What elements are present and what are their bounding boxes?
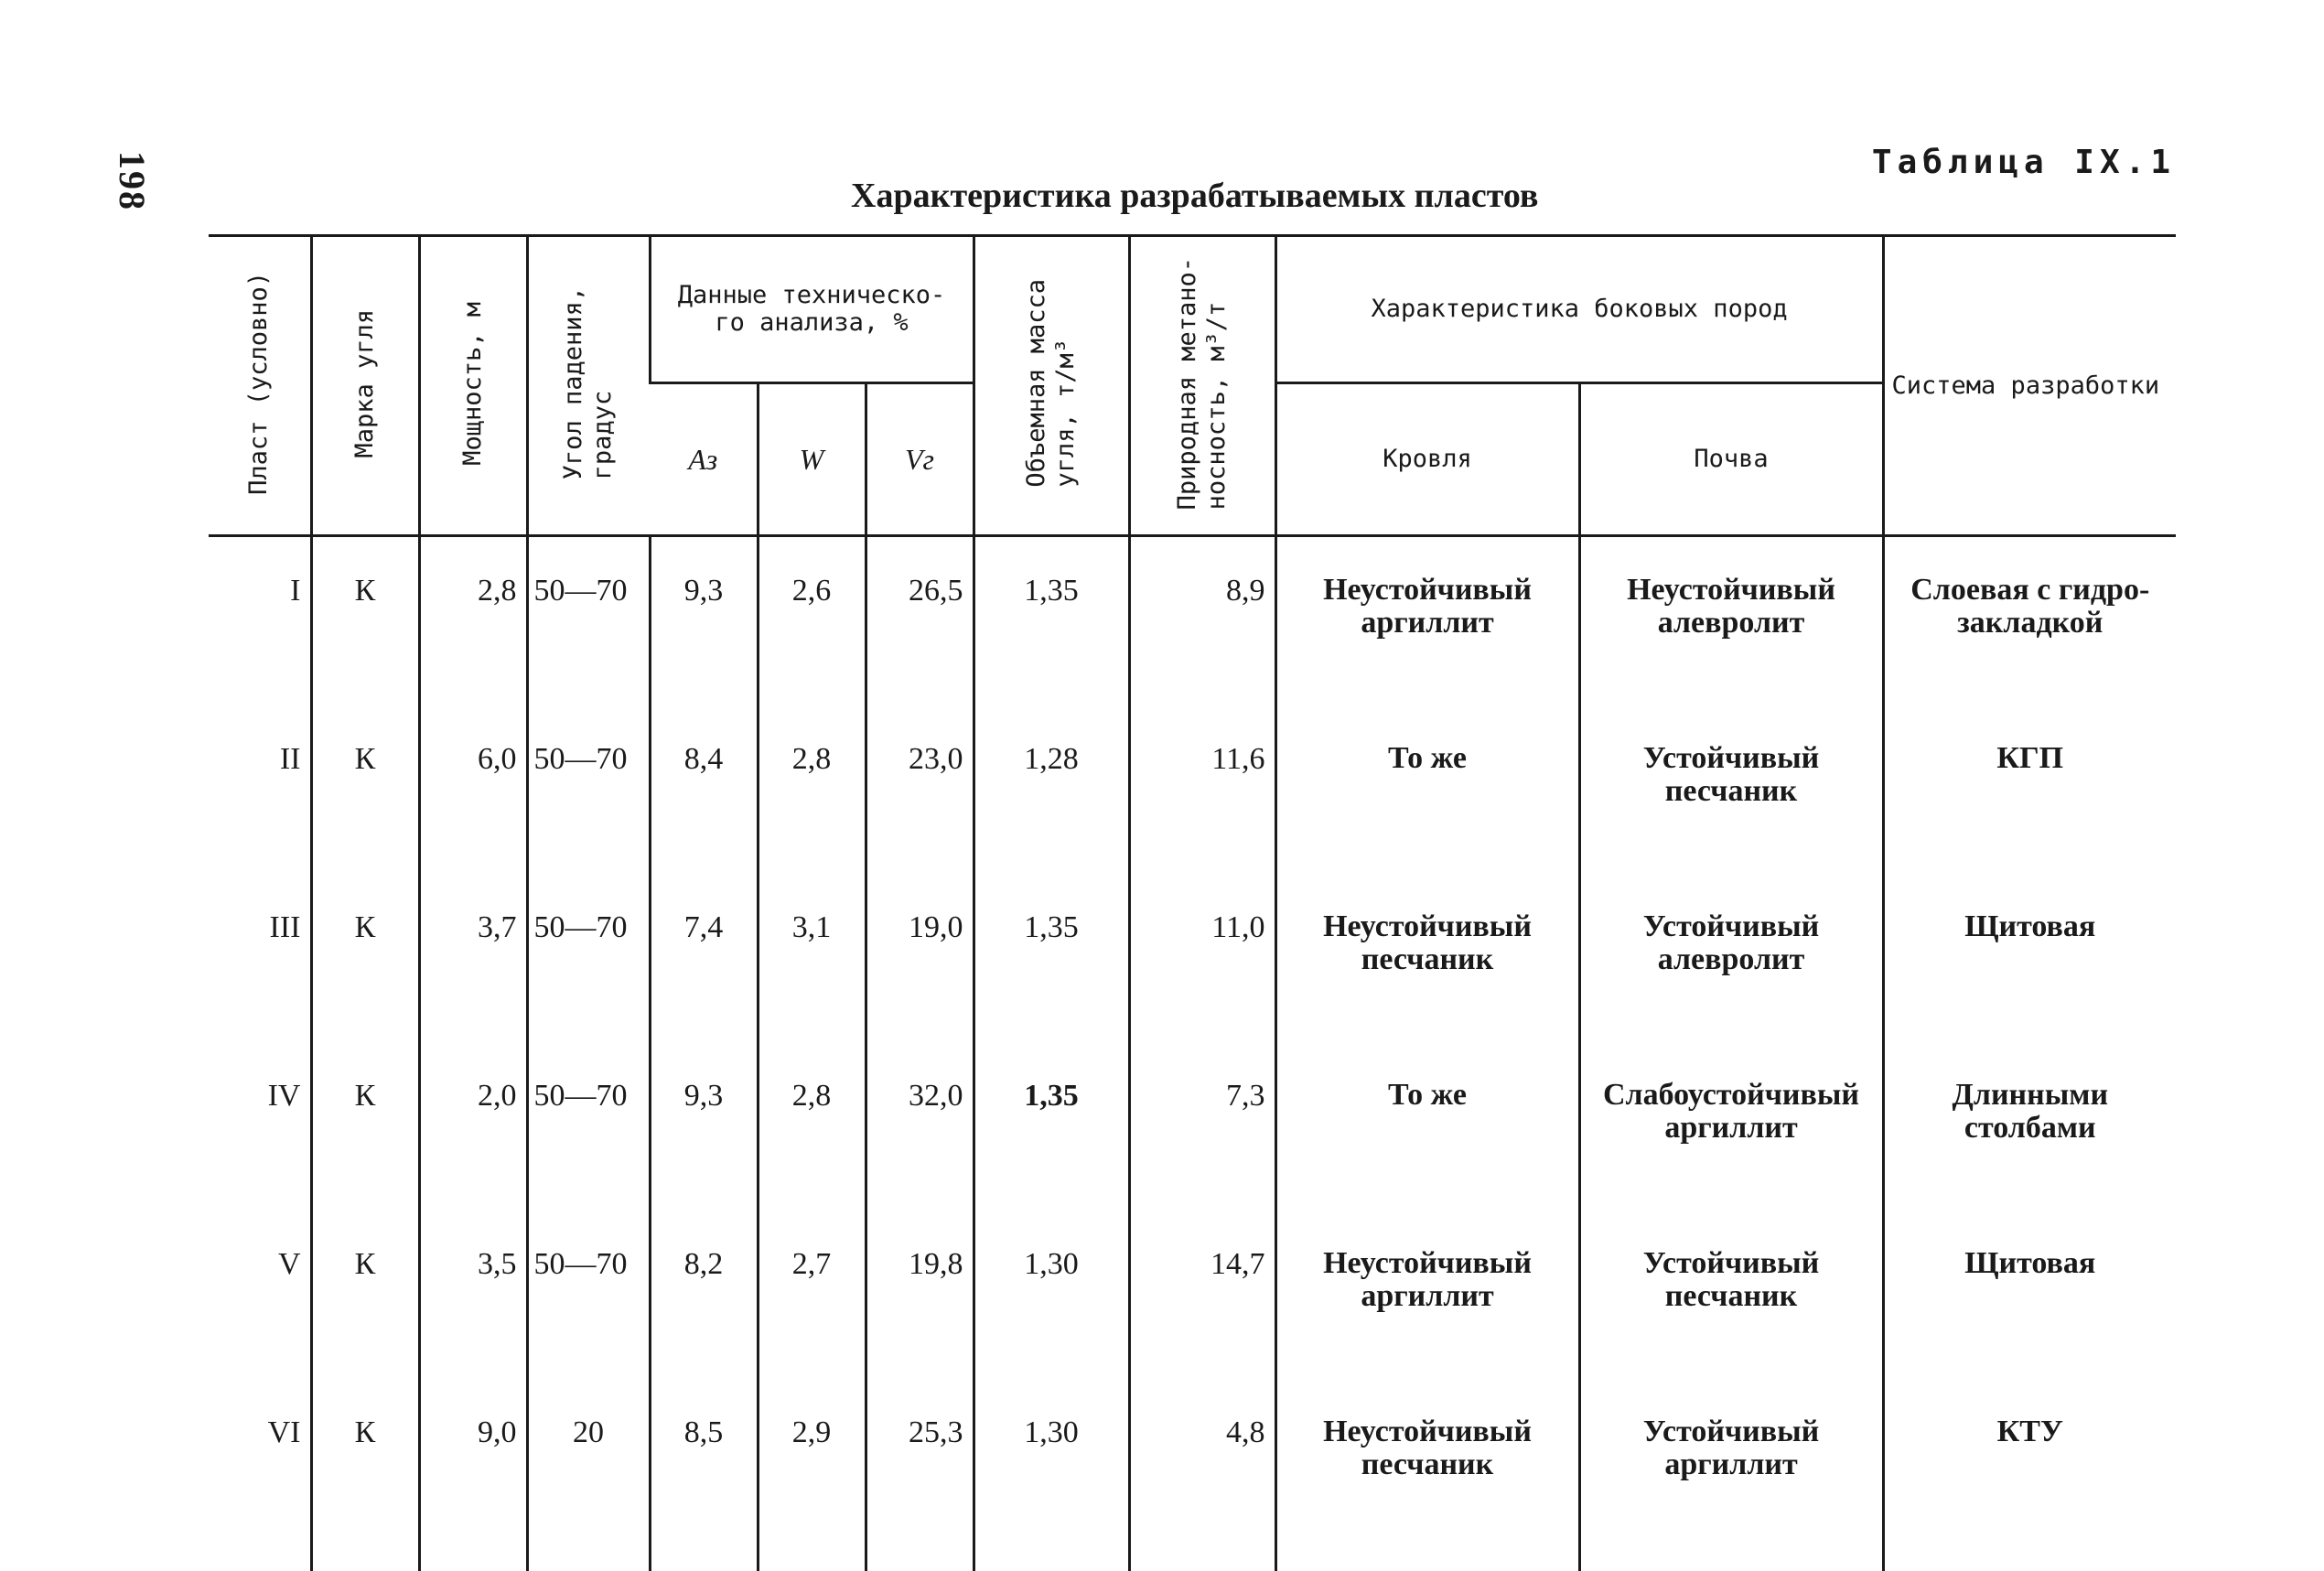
header-pochva: Почва xyxy=(1579,383,1883,536)
cell-ugol: 50—70 xyxy=(527,536,650,706)
cell-obem: 1,30 xyxy=(974,1211,1129,1379)
cell-w: 2,6 xyxy=(758,536,866,706)
cell-pochva: Устойчивый алевролит xyxy=(1579,874,1883,1042)
cell-moshchnost: 9,0 xyxy=(419,1379,527,1571)
cell-sistema: КТУ xyxy=(1883,1379,2176,1571)
header-plast: Пласт (условно) xyxy=(209,236,311,536)
header-az: Аз xyxy=(650,383,758,536)
cell-marka: К xyxy=(311,1379,419,1571)
cell-moshchnost: 3,5 xyxy=(419,1211,527,1379)
header-sistema: Система разработки xyxy=(1883,236,2176,536)
cell-pochva: Слабоустойчивый аргиллит xyxy=(1579,1042,1883,1211)
cell-obem: 1,30 xyxy=(974,1379,1129,1571)
cell-vg: 19,8 xyxy=(866,1211,974,1379)
cell-obem: 1,35 xyxy=(974,536,1129,706)
cell-moshchnost: 2,0 xyxy=(419,1042,527,1211)
cell-w: 2,7 xyxy=(758,1211,866,1379)
header-moshchnost: Мощность, м xyxy=(419,236,527,536)
cell-plast: I xyxy=(290,574,301,608)
header-bok-group: Характеристика боковых пород xyxy=(1275,236,1883,383)
cell-ugol: 50—70 xyxy=(527,705,650,874)
cell-sistema: Щитовая xyxy=(1883,874,2176,1042)
header-metan: Природная метано- носность, м³/т xyxy=(1129,236,1275,536)
cell-sistema: Щитовая xyxy=(1883,1211,2176,1379)
header-w: W xyxy=(758,383,866,536)
cell-plast: IV xyxy=(267,1079,301,1113)
cell-moshchnost: 2,8 xyxy=(419,536,527,706)
cell-sistema: Длинными столбами xyxy=(1883,1042,2176,1211)
cell-az: 9,3 xyxy=(650,536,758,706)
cell-krovlya: То же xyxy=(1275,705,1579,874)
cell-vg: 32,0 xyxy=(866,1042,974,1211)
cell-krovlya: Неустойчивый песчаник xyxy=(1275,874,1579,1042)
cell-obem: 1,28 xyxy=(974,705,1129,874)
cell-w: 2,8 xyxy=(758,705,866,874)
cell-az: 7,4 xyxy=(650,874,758,1042)
cell-w: 2,8 xyxy=(758,1042,866,1211)
header-tech-group: Данные техническо- го анализа, % xyxy=(650,236,974,383)
cell-metan: 14,7 xyxy=(1129,1211,1275,1379)
header-krovlya: Кровля xyxy=(1275,383,1579,536)
header-ugol: Угол падения, градус xyxy=(527,236,650,536)
header-marka: Марка угля xyxy=(311,236,419,536)
cell-vg: 23,0 xyxy=(866,705,974,874)
cell-metan: 4,8 xyxy=(1129,1379,1275,1571)
cell-az: 8,4 xyxy=(650,705,758,874)
table-row xyxy=(209,705,2176,874)
cell-krovlya: Неустойчивый песчаник xyxy=(1275,1379,1579,1571)
cell-obem: 1,35 xyxy=(974,874,1129,1042)
cell-az: 8,2 xyxy=(650,1211,758,1379)
table-title: Характеристика разрабатываемых пластов xyxy=(851,177,1539,215)
table-label: Таблица IX.1 xyxy=(1871,144,2176,181)
strata-table xyxy=(209,234,2176,1571)
cell-ugol: 50—70 xyxy=(527,1211,650,1379)
cell-sistema: КГП xyxy=(1883,705,2176,874)
cell-ugol: 20 xyxy=(527,1379,650,1571)
cell-pochva: Неустойчивый алевролит xyxy=(1579,536,1883,706)
cell-sistema: Слоевая с гидро- закладкой xyxy=(1883,536,2176,706)
cell-marka: К xyxy=(311,1211,419,1379)
cell-pochva: Устойчивый аргиллит xyxy=(1579,1379,1883,1571)
cell-plast: V xyxy=(277,1247,301,1281)
cell-vg: 19,0 xyxy=(866,874,974,1042)
cell-ugol: 50—70 xyxy=(527,1042,650,1211)
cell-krovlya: Неустойчивый аргиллит xyxy=(1275,536,1579,706)
cell-metan: 8,9 xyxy=(1129,536,1275,706)
header-vg: Vг xyxy=(866,383,974,536)
cell-obem: 1,35 xyxy=(974,1042,1129,1211)
page-number: 198 xyxy=(112,151,153,211)
cell-w: 2,9 xyxy=(758,1379,866,1571)
cell-moshchnost: 6,0 xyxy=(419,705,527,874)
cell-pochva: Устойчивый песчаник xyxy=(1579,1211,1883,1379)
table-row xyxy=(209,1042,2176,1211)
cell-ugol: 50—70 xyxy=(527,874,650,1042)
cell-az: 8,5 xyxy=(650,1379,758,1571)
cell-marka: К xyxy=(311,536,419,706)
cell-plast: II xyxy=(279,742,301,776)
cell-krovlya: Неустойчивый аргиллит xyxy=(1275,1211,1579,1379)
table-row xyxy=(209,1379,2176,1571)
cell-plast: III xyxy=(269,910,301,944)
cell-metan: 11,6 xyxy=(1129,705,1275,874)
cell-pochva: Устойчивый песчаник xyxy=(1579,705,1883,874)
cell-marka: К xyxy=(311,1042,419,1211)
cell-metan: 11,0 xyxy=(1129,874,1275,1042)
cell-vg: 25,3 xyxy=(866,1379,974,1571)
cell-moshchnost: 3,7 xyxy=(419,874,527,1042)
cell-w: 3,1 xyxy=(758,874,866,1042)
cell-marka: К xyxy=(311,874,419,1042)
cell-metan: 7,3 xyxy=(1129,1042,1275,1211)
cell-az: 9,3 xyxy=(650,1042,758,1211)
header-obem: Объемная масса угля, т/м³ xyxy=(974,236,1129,536)
table-row xyxy=(209,874,2176,1042)
table-row xyxy=(209,1211,2176,1379)
cell-krovlya: То же xyxy=(1275,1042,1579,1211)
cell-plast: VI xyxy=(267,1415,301,1449)
cell-vg: 26,5 xyxy=(866,536,974,706)
cell-marka: К xyxy=(311,705,419,874)
table-row xyxy=(209,536,2176,706)
